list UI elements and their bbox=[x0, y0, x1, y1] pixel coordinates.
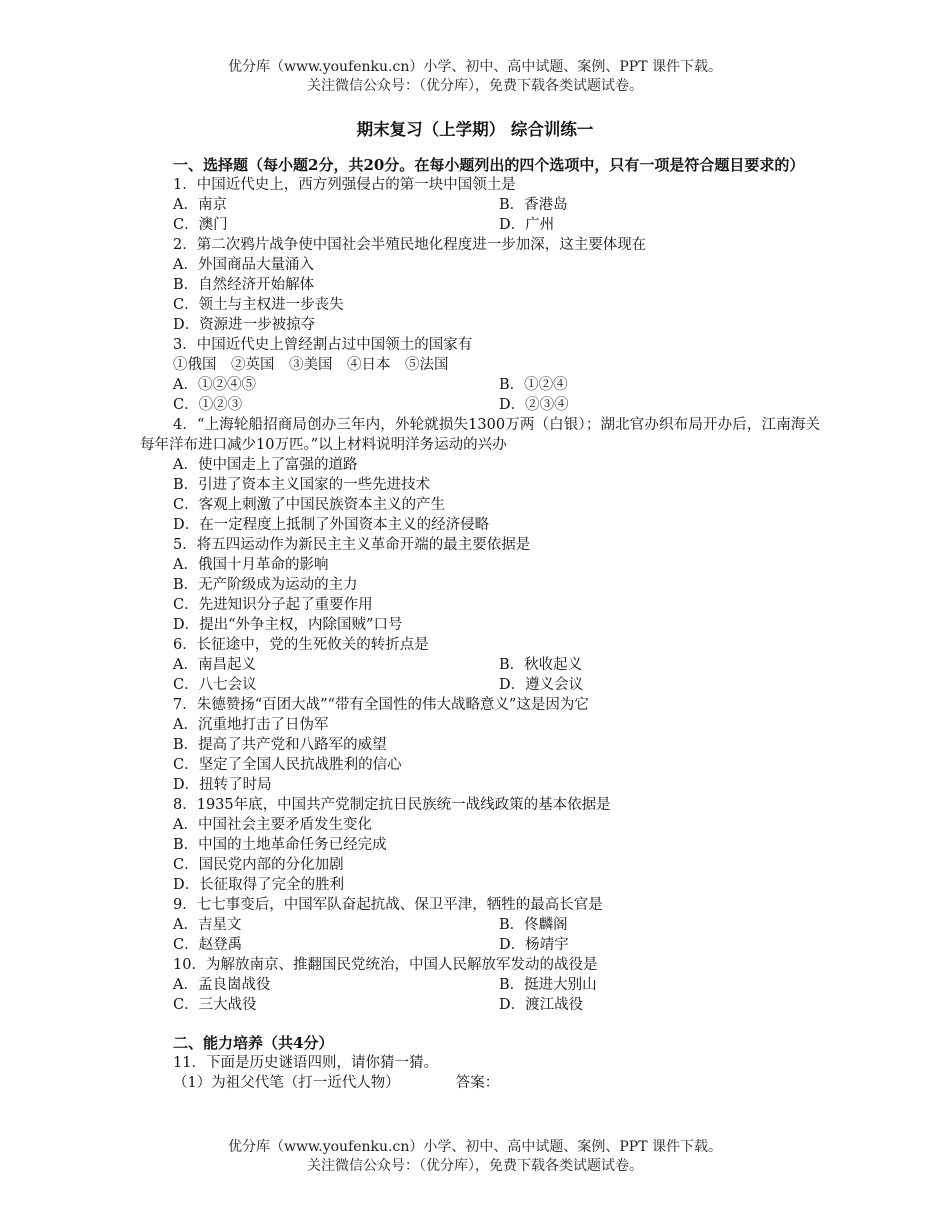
option-d: D．长征取得了完全的胜利 bbox=[173, 877, 345, 893]
option-a: A．中国社会主要矛盾发生变化 bbox=[173, 817, 372, 833]
option-b: B．香港岛 bbox=[499, 197, 568, 213]
option-b: B．提高了共产党和八路军的威望 bbox=[173, 737, 387, 753]
option-c: C．赵登禹 bbox=[173, 937, 243, 953]
page-footer bbox=[0, 1138, 950, 1176]
question-stem: 6．长征途中，党的生死攸关的转折点是 bbox=[173, 637, 429, 653]
header-line-2: 关注微信公众号：（优分库），免费下载各类试题试卷。 bbox=[307, 78, 643, 94]
option-row bbox=[140, 375, 820, 395]
option-row bbox=[140, 935, 820, 955]
option-b: B．无产阶级成为运动的主力 bbox=[173, 577, 358, 593]
option-d: D．在一定程度上抵制了外国资本主义的经济侵略 bbox=[173, 517, 490, 533]
option-row bbox=[140, 915, 820, 935]
option-c: C．国民党内部的分化加剧 bbox=[173, 857, 344, 873]
question-stem: 8．1935年底，中国共产党制定抗日民族统一战线政策的基本依据是 bbox=[173, 797, 611, 813]
option-a: A．南京 bbox=[173, 197, 227, 213]
question-stem: 11．下面是历史谜语四则，请你猜一猜。 bbox=[173, 1055, 438, 1071]
option-d: D．②③④ bbox=[499, 397, 569, 413]
option-a: A．孟良崮战役 bbox=[173, 977, 271, 993]
option-d: D．遵义会议 bbox=[499, 677, 584, 693]
question-items: ①俄国 ②英国 ③美国 ④日本 ⑤法国 bbox=[173, 357, 449, 373]
option-c: C．领土与主权进一步丧失 bbox=[173, 297, 344, 313]
option-c: C．三大战役 bbox=[173, 997, 257, 1013]
option-b: B．挺进大别山 bbox=[499, 977, 597, 993]
question-stem: 10．为解放南京、推翻国民党统治，中国人民解放军发动的战役是 bbox=[173, 957, 598, 973]
option-row bbox=[140, 655, 820, 675]
question-stem: 7．朱德赞扬“百团大战”“带有全国性的伟大战略意义”这是因为它 bbox=[173, 697, 589, 713]
option-c: C．坚定了全国人民抗战胜利的信心 bbox=[173, 757, 402, 773]
option-c: C．①②③ bbox=[173, 397, 243, 413]
question-stem: 9．七七事变后，中国军队奋起抗战、保卫平津，牺牲的最高长官是 bbox=[173, 897, 603, 913]
document-body bbox=[140, 155, 820, 1093]
option-b: B．①②④ bbox=[499, 377, 568, 393]
option-a: A．吉星文 bbox=[173, 917, 242, 933]
question-stem: 4．“上海轮船招商局创办三年内，外轮就损失1300万两（白银）；湖北官办织布局开办后，江南海关每年洋布进口减少10万匹。”以上材料说明洋务运动的兴办 bbox=[140, 417, 820, 453]
option-row bbox=[140, 995, 820, 1015]
option-row bbox=[140, 215, 820, 235]
riddle-line bbox=[140, 1073, 820, 1093]
section-heading-ability: 二、能力培养（共4分） bbox=[173, 1034, 334, 1052]
option-row bbox=[140, 675, 820, 695]
option-d: D．杨靖宇 bbox=[499, 937, 569, 953]
option-c: C．澳门 bbox=[173, 217, 228, 233]
option-a: A．俄国十月革命的影响 bbox=[173, 557, 329, 573]
option-a: A．南昌起义 bbox=[173, 657, 256, 673]
option-row bbox=[140, 395, 820, 415]
answer-label: 答案： bbox=[455, 1075, 500, 1091]
option-c: C．客观上刺激了中国民族资本主义的产生 bbox=[173, 497, 446, 513]
footer-line-2: 关注微信公众号：（优分库），免费下载各类试题试卷。 bbox=[307, 1158, 643, 1174]
option-row bbox=[140, 975, 820, 995]
option-c: C．八七会议 bbox=[173, 677, 257, 693]
option-d: D．渡江战役 bbox=[499, 997, 584, 1013]
option-b: B．秋收起义 bbox=[499, 657, 583, 673]
option-c: C．先进知识分子起了重要作用 bbox=[173, 597, 373, 613]
option-a: A．使中国走上了富强的道路 bbox=[173, 457, 358, 473]
option-b: B．自然经济开始解体 bbox=[173, 277, 315, 293]
question-stem: 3．中国近代史上曾经割占过中国领土的国家有 bbox=[173, 337, 473, 353]
option-b: B．引进了资本主义国家的一些先进技术 bbox=[173, 477, 431, 493]
option-d: D．广州 bbox=[499, 217, 555, 233]
riddle-text: （1）为祖父代笔（打一近代人物） bbox=[173, 1075, 400, 1091]
question-stem: 1．中国近代史上，西方列强侵占的第一块中国领土是 bbox=[173, 177, 516, 193]
document-title: 期末复习（上学期） 综合训练一 bbox=[356, 120, 594, 139]
option-d: D．提出“外争主权，内除国贼”口号 bbox=[173, 617, 403, 633]
question-stem: 5．将五四运动作为新民主主义革命开端的最主要依据是 bbox=[173, 537, 531, 553]
option-d: D．扭转了时局 bbox=[173, 777, 272, 793]
option-b: B．中国的土地革命任务已经完成 bbox=[173, 837, 387, 853]
option-b: B．佟麟阁 bbox=[499, 917, 568, 933]
header-line-1: 优分库（www.youfenku.cn）小学、初中、高中试题、案例、PPT 课件下载。 bbox=[227, 59, 722, 75]
option-a: A．①②④⑤ bbox=[173, 377, 256, 393]
section-heading-choice: 一、选择题（每小题2分，共20分。在每小题列出的四个选项中，只有一项是符合题目要求的） bbox=[173, 156, 805, 174]
question-stem: 2．第二次鸦片战争使中国社会半殖民地化程度进一步加深，这主要体现在 bbox=[173, 237, 647, 253]
option-d: D．资源进一步被掠夺 bbox=[173, 317, 316, 333]
footer-line-1: 优分库（www.youfenku.cn）小学、初中、高中试题、案例、PPT 课件下载。 bbox=[227, 1139, 722, 1155]
option-row bbox=[140, 195, 820, 215]
page-header bbox=[0, 58, 950, 96]
option-a: A．沉重地打击了日伪军 bbox=[173, 717, 329, 733]
option-a: A．外国商品大量涌入 bbox=[173, 257, 314, 273]
